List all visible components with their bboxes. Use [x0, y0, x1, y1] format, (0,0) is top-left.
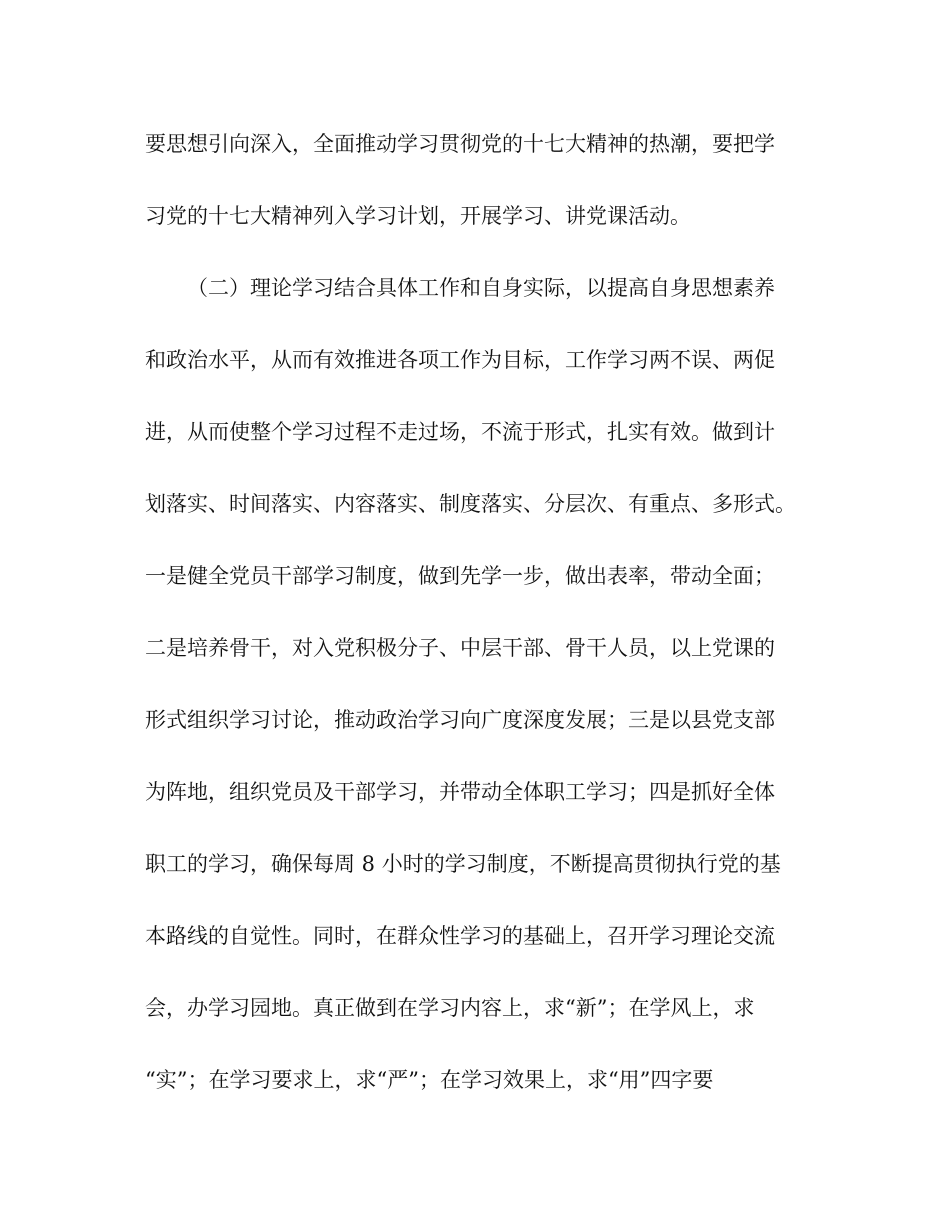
body-text: [145, 121, 815, 1129]
text-line: 习党的十七大精神列入学习计划，开展学习、讲党课活动。: [145, 204, 691, 228]
text-line: 本路线的自觉性。同时，在群众性学习的基础上，召开学习理论交流: [145, 924, 775, 948]
text-line: 形式组织学习讨论，推动政治学习向广度深度发展；三是以县党支部: [145, 708, 775, 732]
text-line: 划落实、时间落实、内容落实、制度落实、分层次、有重点、多形式。: [145, 492, 796, 516]
text-line: 要思想引向深入，全面推动学习贯彻党的十七大精神的热潮，要把学: [145, 132, 775, 156]
section-heading-line: （二）理论学习结合具体工作和自身实际，以提高自身思想素养: [187, 276, 775, 300]
text-line: 和政治水平，从而有效推进各项工作为目标，工作学习两不误、两促: [145, 348, 775, 372]
text-line: 会，办学习园地。真正做到在学习内容上，求“新”；在学风上，求: [145, 996, 755, 1020]
text-line: 职工的学习，确保每周 8 小时的学习制度，不断提高贯彻执行党的基: [145, 852, 781, 876]
text-line: 一是健全党员干部学习制度，做到先学一步，做出表率，带动全面；: [145, 564, 775, 588]
text-line: 二是培养骨干，对入党积极分子、中层干部、骨干人员，以上党课的: [145, 636, 775, 660]
text-line: “实”；在学习要求上，求“严”；在学习效果上，求“用”四字要: [145, 1068, 714, 1092]
text-line: 为阵地，组织党员及干部学习，并带动全体职工学习；四是抓好全体: [145, 780, 775, 804]
text-line: 进，从而使整个学习过程不走过场，不流于形式，扎实有效。做到计: [145, 420, 775, 444]
